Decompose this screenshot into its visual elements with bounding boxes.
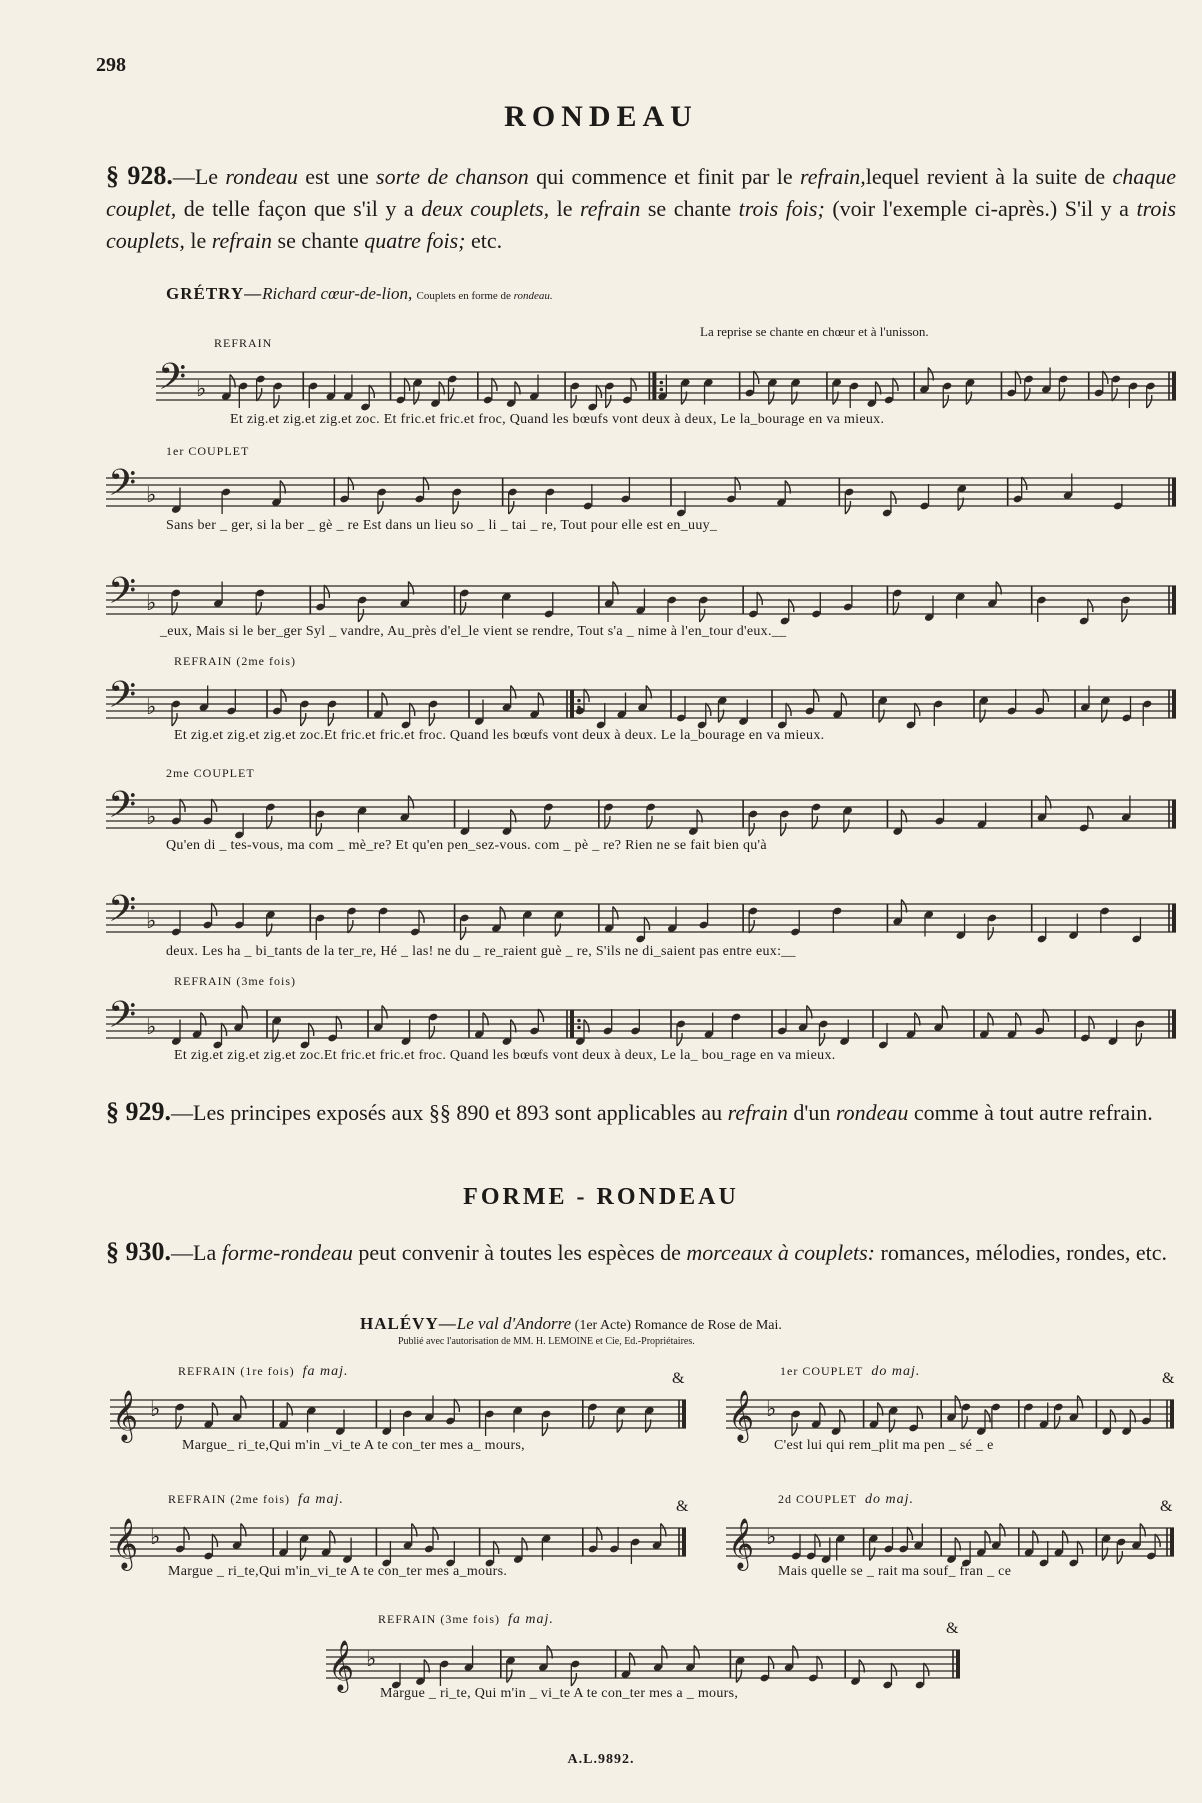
- note-flag: [494, 1541, 499, 1554]
- note-flag: [461, 927, 466, 940]
- note-flag: [786, 703, 791, 716]
- label-couplet-1: 1er COUPLET: [166, 444, 250, 458]
- text: le: [549, 196, 581, 221]
- lyric-line: deux. Les ha _ bi_tants de la ter_re, Hé _ las! ne du _ re_raient guè _ re, S'ils ne di_saient pas entre eux:__: [166, 944, 796, 959]
- lyric-line: _eux, Mais si le ber_ger Syl _ vandre, Au_près d'el_le vient se rendre, Tout s'a _ nime à l'en_tour d'eux.__: [160, 624, 787, 639]
- composer-name: HALÉVY—: [360, 1314, 457, 1333]
- note-flag: [820, 1033, 825, 1046]
- label-refrain-1: [178, 1364, 349, 1380]
- note-flag: [378, 501, 383, 514]
- note-flag: [571, 395, 576, 408]
- page-number: 298: [96, 54, 126, 76]
- note-flag: [631, 378, 636, 391]
- note-flag: [545, 816, 550, 829]
- text: qui commence et finit par le: [528, 164, 800, 189]
- label-refrain-3: REFRAIN (3me fois): [174, 974, 296, 988]
- note-flag: [358, 609, 363, 622]
- note-flag: [962, 1416, 967, 1429]
- page-title: RONDEAU: [504, 100, 698, 133]
- music-staff: [110, 1386, 686, 1442]
- paragraph-930: [106, 1236, 1176, 1269]
- note-flag: [917, 1406, 922, 1419]
- note-flag: [316, 823, 321, 836]
- note-flag: [757, 592, 762, 605]
- note-flag: [1147, 395, 1152, 408]
- segno-sign: &: [1162, 1370, 1175, 1387]
- text: —Les principes exposés aux §§ 890 et 893 sont applicables au: [171, 1100, 728, 1125]
- italic-text: morceaux à couplets:: [686, 1240, 875, 1265]
- repeat-dot: [577, 1019, 581, 1023]
- note-flag: [815, 1534, 820, 1547]
- note-flag: [461, 602, 466, 615]
- note-flag: [1022, 477, 1027, 490]
- text: est une: [297, 164, 377, 189]
- caption-description: (1er Acte) Romance de Rose de Mai.: [571, 1318, 782, 1333]
- flat-sign-icon: ♭: [366, 1647, 377, 1672]
- key-name: fa maj.: [302, 1364, 349, 1379]
- gretry-caption: [166, 284, 553, 304]
- lyric-line: Sans ber _ ger, si la ber _ gè _ re Est dans un lieu so _ li _ tai _ re, Tout pour elle est en_uuy_: [166, 518, 718, 533]
- note-flag: [814, 689, 819, 702]
- label-couplet-2: [778, 1492, 914, 1508]
- note-flag: [915, 703, 920, 716]
- key-name: fa maj.: [508, 1612, 554, 1627]
- note-flag: [893, 378, 898, 391]
- note-flag: [424, 477, 429, 490]
- publisher-credit: Publié avec l'autorisation de MM. H. LEMOINE et Cie, Ed.-Propriétaires.: [398, 1336, 695, 1347]
- italic-text: trois couplets,: [106, 196, 1176, 253]
- lyric-line: Mais quelle se _ rait ma souf_ fran _ ce: [778, 1564, 1012, 1579]
- segno-sign: &: [672, 1370, 685, 1387]
- flat-sign-icon: ♭: [146, 483, 157, 508]
- note-flag: [267, 816, 272, 829]
- composer-name: GRÉTRY—: [166, 284, 263, 303]
- italic-text: chaque couplet,: [106, 164, 1177, 221]
- note-flag: [542, 1423, 547, 1436]
- bass-clef-icon: 𝄢: [108, 570, 137, 621]
- music-staff: [106, 572, 1176, 628]
- segno-sign: &: [946, 1620, 959, 1637]
- note-flag: [647, 816, 652, 829]
- work-title: Le val d'Andorre: [456, 1314, 572, 1333]
- music-staff: [106, 890, 1176, 946]
- text: comme à tout autre refrain.: [908, 1100, 1153, 1125]
- note-flag: [281, 689, 286, 702]
- note-flag: [1059, 388, 1064, 401]
- note-flag: [644, 917, 649, 930]
- lyric-line: Qu'en di _ tes-vous, ma com _ mè_re? Et qu'en pen_sez-vous. com _ pè _ re? Rien ne se fait bien qu'à: [166, 838, 767, 853]
- italic-text: refrain: [580, 196, 641, 221]
- label-text: 2d COUPLET: [778, 1492, 857, 1506]
- note-flag: [336, 1016, 341, 1029]
- note-flag: [180, 799, 185, 812]
- label-refrain-2: REFRAIN (2me fois): [174, 654, 296, 668]
- note-flag: [1088, 806, 1093, 819]
- note-flag: [328, 713, 333, 726]
- note-flag: [176, 1416, 181, 1429]
- bass-clef-icon: 𝄢: [108, 674, 137, 725]
- flat-sign-icon: ♭: [146, 1015, 157, 1040]
- flat-sign-icon: ♭: [150, 1525, 161, 1550]
- note-flag: [845, 501, 850, 514]
- note-flag: [907, 1527, 912, 1540]
- music-staff: [106, 676, 1176, 732]
- note-flag: [449, 388, 454, 401]
- section-subtitle: FORME - RONDEAU: [463, 1184, 739, 1210]
- label-couplet-1: [780, 1364, 920, 1380]
- music-staff: [326, 1636, 960, 1692]
- treble-clef-icon: 𝄞: [112, 1518, 139, 1569]
- note-flag: [596, 385, 601, 398]
- note-flag: [1089, 1016, 1094, 1029]
- italic-text: refrain: [727, 1100, 788, 1125]
- caption-description: Couplets en forme de: [416, 290, 514, 302]
- treble-clef-icon: 𝄞: [728, 1518, 755, 1569]
- note-flag: [1112, 388, 1117, 401]
- bass-clef-icon: 𝄢: [108, 462, 137, 513]
- note-flag: [606, 395, 611, 408]
- note-flag: [492, 378, 497, 391]
- note-flag: [792, 1423, 797, 1436]
- treble-clef-icon: 𝄞: [328, 1640, 355, 1691]
- treble-clef-icon: 𝄞: [728, 1390, 755, 1441]
- note-flag: [1117, 1551, 1122, 1564]
- italic-text: quatre fois;: [364, 228, 466, 253]
- flat-sign-icon: ♭: [766, 1397, 777, 1422]
- label-couplet-2: 2me COUPLET: [166, 766, 255, 780]
- text: lequel revient à la suite de: [865, 164, 1113, 189]
- note-flag: [454, 1399, 459, 1412]
- lyric-line: Et zig.et zig.et zig.et zoc. Et fric.et fric.et froc, Quand les bœufs vont deux à deux, Le la_bourage en va mieux.: [230, 412, 885, 427]
- note-flag: [754, 371, 759, 384]
- label-text: REFRAIN (1re fois): [178, 1364, 295, 1378]
- flat-sign-icon: ♭: [196, 377, 207, 402]
- flat-sign-icon: ♭: [146, 909, 157, 934]
- note-flag: [257, 388, 262, 401]
- flat-sign-icon: ♭: [150, 1397, 161, 1422]
- note-flag: [301, 713, 306, 726]
- segno-sign: &: [676, 1498, 689, 1515]
- lyric-line: Margue_ ri_te,Qui m'in _vi_te A te con_ter mes a_ mours,: [182, 1438, 525, 1453]
- note-flag: [769, 1656, 774, 1669]
- note-flag: [706, 703, 711, 716]
- text: (voir l'exemple ci-après.) S'il y a: [824, 196, 1137, 221]
- segno-sign: &: [1160, 1498, 1173, 1515]
- work-title: Richard cœur-de-lion,: [262, 284, 413, 303]
- italic-text: refrain,: [799, 164, 866, 189]
- lyric-line: C'est lui qui rem_plit ma pen _ sé _ e: [774, 1438, 994, 1453]
- note-flag: [571, 1673, 576, 1686]
- flat-sign-icon: ♭: [146, 591, 157, 616]
- note-flag: [222, 1023, 227, 1036]
- music-staff: [726, 1514, 1174, 1570]
- note-flag: [988, 927, 993, 940]
- lyric-line: Margue _ ri_te, Qui m'in _ vi_te A te con_ter mes a _ mours,: [380, 1686, 739, 1701]
- note-flag: [1043, 689, 1048, 702]
- note-flag: [172, 602, 177, 615]
- reprise-note: La reprise se chante en chœur et à l'unisson.: [700, 324, 929, 339]
- music-staff: [106, 996, 1176, 1052]
- text: —Le: [172, 164, 226, 189]
- paragraph-928: [106, 160, 1176, 257]
- note-flag: [1015, 371, 1020, 384]
- note-flag: [348, 920, 353, 933]
- text: se chante: [640, 196, 739, 221]
- note-flag: [405, 378, 410, 391]
- repeat-dot: [660, 388, 664, 392]
- note-flag: [893, 602, 898, 615]
- label-refrain-3: [378, 1612, 554, 1628]
- note-flag: [309, 1023, 314, 1036]
- note-flag: [212, 799, 217, 812]
- label-refrain-2: [168, 1492, 344, 1508]
- note-flag: [429, 1026, 434, 1039]
- music-staff: [106, 786, 1176, 842]
- note-flag: [749, 823, 754, 836]
- note-flag: [924, 1663, 929, 1676]
- lyric-line: Margue _ ri_te,Qui m'in_vi_te A te con_ter mes a_mours.: [168, 1564, 508, 1579]
- note-flag: [1043, 1009, 1048, 1022]
- section-number: § 928.: [106, 161, 173, 190]
- section-number: § 930.: [106, 1237, 171, 1266]
- note-flag: [410, 703, 415, 716]
- note-flag: [605, 816, 610, 829]
- bass-clef-icon: 𝄢: [108, 888, 137, 939]
- note-flag: [677, 1033, 682, 1046]
- label-text: 1er COUPLET: [780, 1364, 864, 1378]
- key-name: do maj.: [871, 1364, 921, 1379]
- italic-text: rondeau: [835, 1100, 909, 1125]
- music-staff: [106, 464, 1176, 520]
- repeat-dot: [577, 699, 581, 703]
- plate-number: A.L.9892.: [567, 1752, 635, 1767]
- text: —La: [171, 1240, 222, 1265]
- label-text: REFRAIN (2me fois): [168, 1492, 290, 1506]
- note-flag: [1122, 609, 1127, 622]
- section-number: § 929.: [106, 1097, 171, 1126]
- note-flag: [1136, 1033, 1141, 1046]
- music-staff: [110, 1514, 686, 1570]
- note-flag: [433, 1527, 438, 1540]
- paragraph-929: [106, 1096, 1176, 1129]
- note-flag: [891, 491, 896, 504]
- label-text: REFRAIN (3me fois): [378, 1612, 500, 1626]
- flat-sign-icon: ♭: [146, 695, 157, 720]
- note-flag: [369, 385, 374, 398]
- lyric-line: Et zig.et zig.et zig.et zoc.Et fric.et fric.et froc. Quand les bœufs vont deux à deux. Le la_bourage en va mieux.: [174, 728, 825, 743]
- text: romances, mélodies, rondes, etc.: [875, 1240, 1168, 1265]
- note-flag: [817, 1656, 822, 1669]
- note-flag: [1103, 371, 1108, 384]
- caption-description-italic: rondeau.: [513, 290, 553, 302]
- repeat-dot: [660, 381, 664, 385]
- note-flag: [538, 1009, 543, 1022]
- bass-clef-icon: 𝄢: [108, 994, 137, 1045]
- note-flag: [256, 602, 261, 615]
- bass-clef-icon: 𝄢: [158, 356, 187, 407]
- music-staff: [156, 358, 1176, 414]
- repeat-dot: [577, 1026, 581, 1030]
- note-flag: [735, 477, 740, 490]
- note-flag: [429, 713, 434, 726]
- note-flag: [749, 920, 754, 933]
- key-name: fa maj.: [298, 1492, 344, 1507]
- halevy-caption: [360, 1314, 782, 1334]
- note-flag: [419, 910, 424, 923]
- italic-text: refrain: [211, 228, 273, 253]
- note-flag: [597, 1527, 602, 1540]
- note-flag: [1088, 599, 1093, 612]
- text: se chante: [272, 228, 365, 253]
- flat-sign-icon: ♭: [766, 1525, 777, 1550]
- text: d'un: [787, 1100, 836, 1125]
- note-flag: [781, 823, 786, 836]
- key-name: do maj.: [865, 1492, 914, 1507]
- note-flag: [509, 501, 514, 514]
- text: le: [184, 228, 212, 253]
- text: peut convenir à toutes les espèces de: [352, 1240, 687, 1265]
- note-flag: [324, 585, 329, 598]
- italic-text: forme-rondeau: [221, 1240, 353, 1265]
- music-staff: [726, 1386, 1174, 1442]
- flat-sign-icon: ♭: [146, 805, 157, 830]
- note-flag: [1155, 1534, 1160, 1547]
- note-flag: [212, 1534, 217, 1547]
- note-flag: [943, 395, 948, 408]
- treble-clef-icon: 𝄞: [112, 1390, 139, 1441]
- italic-text: trois fois;: [738, 196, 825, 221]
- note-flag: [1078, 1541, 1083, 1554]
- note-flag: [789, 599, 794, 612]
- note-flag: [700, 609, 705, 622]
- note-flag: [589, 1416, 594, 1429]
- note-flag: [274, 395, 279, 408]
- note-flag: [184, 1527, 189, 1540]
- note-flag: [891, 1663, 896, 1676]
- bass-clef-icon: 𝄢: [108, 784, 137, 835]
- note-flag: [584, 689, 589, 702]
- italic-text: sorte de chanson: [376, 164, 529, 189]
- note-flag: [172, 713, 177, 726]
- italic-text: rondeau: [225, 164, 298, 189]
- text: etc.: [465, 228, 503, 253]
- note-flag: [453, 501, 458, 514]
- note-flag: [1055, 1416, 1060, 1429]
- lyric-line: Et zig.et zig.et zig.et zoc.Et fric.et fric.et froc. Quand les bœufs vont deux à deux, Le la_ bou_rage en va mieux.: [174, 1048, 836, 1063]
- text: de telle façon que s'il y a: [176, 196, 422, 221]
- note-flag: [348, 477, 353, 490]
- note-flag: [812, 816, 817, 829]
- note-flag: [212, 903, 217, 916]
- italic-text: deux couplets,: [421, 196, 550, 221]
- label-refrain-1: REFRAIN: [214, 336, 273, 350]
- note-flag: [1025, 388, 1030, 401]
